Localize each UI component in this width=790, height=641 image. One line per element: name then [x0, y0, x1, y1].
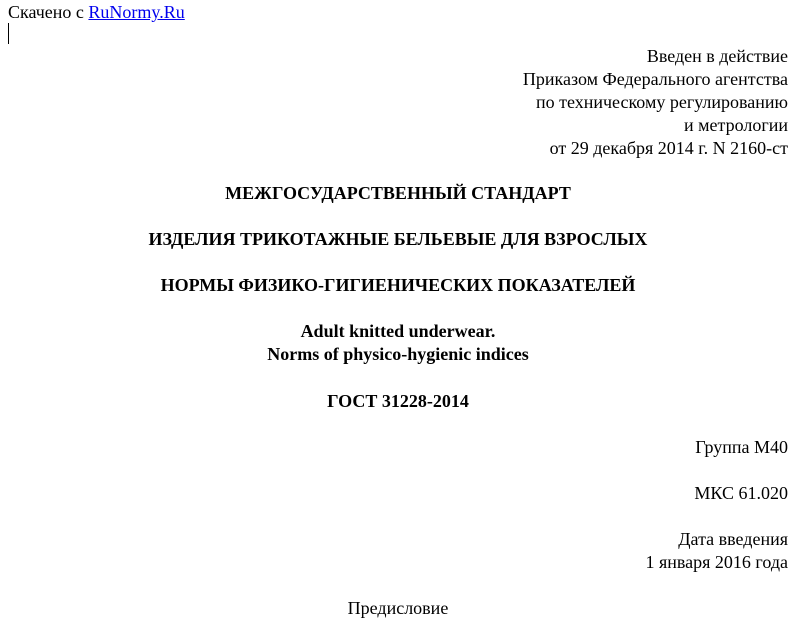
enactment-block	[523, 45, 788, 160]
standard-type-heading: МЕЖГОСУДАРСТВЕННЫЙ СТАНДАРТ	[225, 183, 571, 203]
title-en-line: Norms of physico-hygienic indices	[267, 344, 529, 364]
source-prefix: Скачено с	[8, 2, 84, 22]
title-ru-heading: ИЗДЕЛИЯ ТРИКОТАЖНЫЕ БЕЛЬЕВЫЕ ДЛЯ ВЗРОСЛЫХ	[148, 229, 648, 249]
mks-code: МКС 61.020	[694, 483, 788, 503]
introduction-date-value: 1 января 2016 года	[645, 552, 788, 572]
preface-heading: Предисловие	[347, 598, 449, 618]
subtitle-ru-heading: НОРМЫ ФИЗИКО-ГИГИЕНИЧЕСКИХ ПОКАЗАТЕЛЕЙ	[160, 275, 636, 295]
introduction-date-block	[645, 528, 788, 574]
title-en-line: Adult knitted underwear.	[300, 321, 496, 341]
enactment-line: Введен в действие	[646, 46, 788, 66]
source-line	[8, 1, 185, 23]
title-en-block	[0, 320, 790, 366]
enactment-line: и метрологии	[684, 115, 788, 135]
text-cursor	[8, 23, 9, 44]
enactment-line: Приказом Федерального агентства	[522, 69, 788, 89]
introduction-date-label: Дата введения	[678, 529, 788, 549]
enactment-line: от 29 декабря 2014 г. N 2160-ст	[549, 138, 788, 158]
source-link[interactable]: RuNormy.Ru	[88, 2, 185, 22]
enactment-line: по техническому регулированию	[535, 92, 788, 112]
group-code: Группа М40	[695, 437, 788, 457]
standard-designation: ГОСТ 31228-2014	[327, 391, 469, 411]
